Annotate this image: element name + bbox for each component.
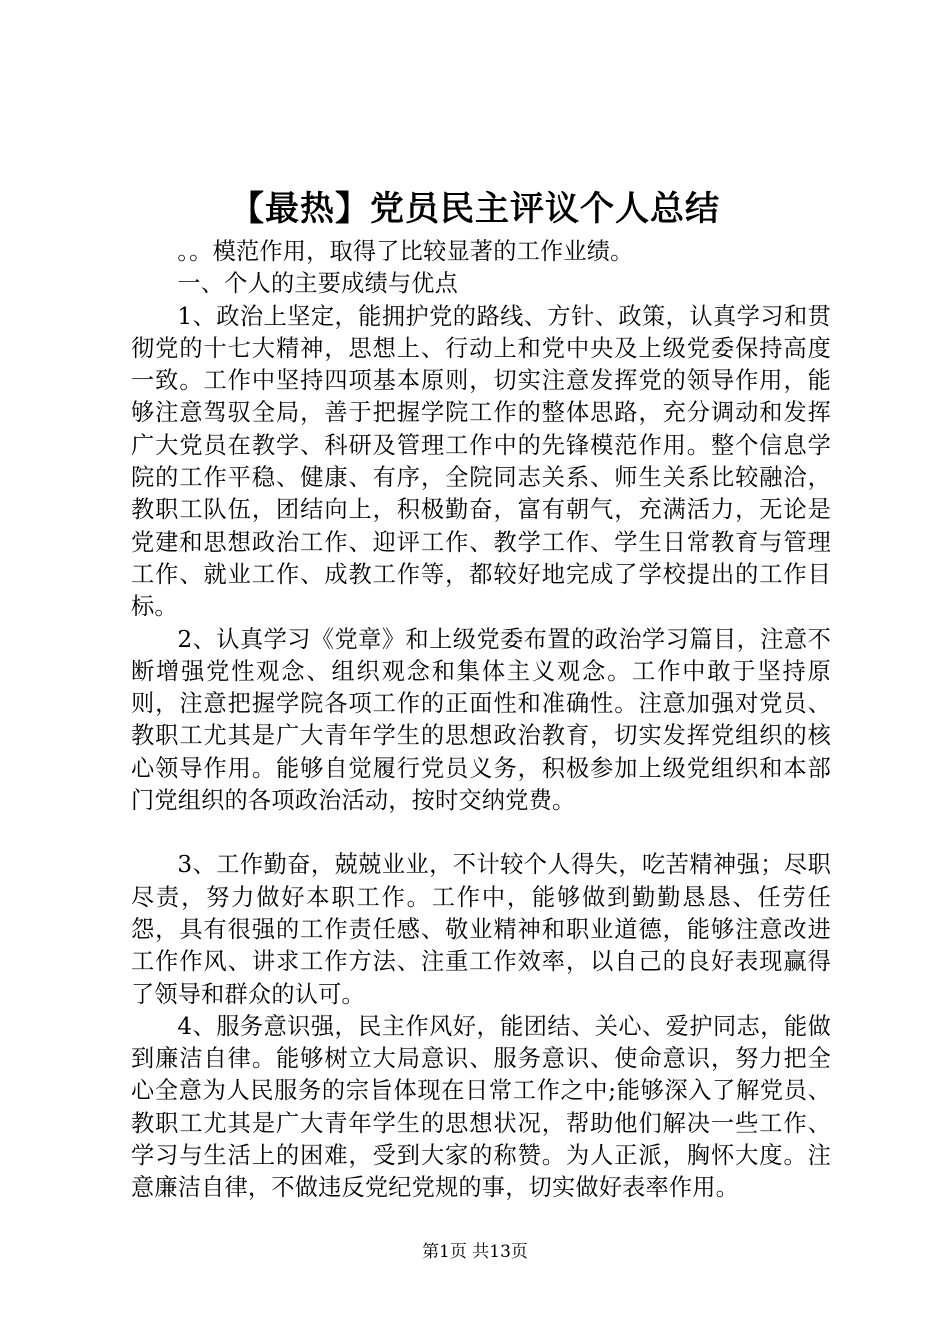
paragraph-intro: 。。模范作用，取得了比较显著的工作业绩。 (177, 238, 634, 265)
section-heading: 一、个人的主要成绩与优点 (177, 270, 459, 298)
paragraph-item-3: 3、工作勤奋，兢兢业业，不计较个人得失，吃苦精神强；尽职尽责，努力做好本职工作。工作中，能够做到勤勤恳恳、任劳任怨，具有很强的工作责任感、敬业精神和职业道德，能够注意改进工作作风、讲求工作方法、注重工作效率，以自己的良好表现赢得了领导和群众的认可。 (131, 851, 831, 1008)
paragraph-item-4: 4、服务意识强，民主作风好，能团结、关心、爱护同志，能做到廉洁自律。能够树立大局意识、服务意识、使命意识，努力把全心全意为人民服务的宗旨体现在日常工作之中;能够深入了解党员、教职工尤其是广大青年学生的思想状况，帮助他们解决一些工作、学习与生活上的困难，受到大家的称赞。为人正派，胸怀大度。注意廉洁自律，不做违反党纪党规的事，切实做好表率作用。 (131, 1012, 831, 1202)
paragraph-item-1: 1、政治上坚定，能拥护党的路线、方针、政策，认真学习和贯彻党的十七大精神，思想上、行动上和党中央及上级党委保持高度一致。工作中坚持四项基本原则，切实注意发挥党的领导作用，能够注意驾驭全局，善于把握学院工作的整体思路，充分调动和发挥广大党员在教学、科研及管理工作中的先锋模范作用。整个信息学院的工作平稳、健康、有序，全院同志关系、师生关系比较融洽，教职工队伍，团结向上，积极勤奋，富有朝气，充满活力，无论是党建和思想政治工作、迎评工作、教学工作、学生日常教育与管理工作、就业工作、成教工作等，都较好地完成了学校提出的工作目标。 (131, 302, 831, 621)
page-number: 第1页 共13页 (422, 1242, 528, 1262)
document-body (131, 236, 831, 1205)
paragraph-item-2: 2、认真学习《党章》和上级党委布置的政治学习篇目，注意不断增强党性观念、组织观念和集体主义观念。工作中敢于坚持原则，注意把握学院各项工作的正面性和准确性。注意加强对党员、教职工尤其是广大青年学生的思想政治教育，切实发挥党组织的核心领导作用。能够自觉履行党员义务，积极参加上级党组织和本部门党组织的各项政治活动，按时交纳党费。 (131, 625, 831, 815)
document-title: 【最热】党员民主评议个人总结 (230, 189, 720, 229)
